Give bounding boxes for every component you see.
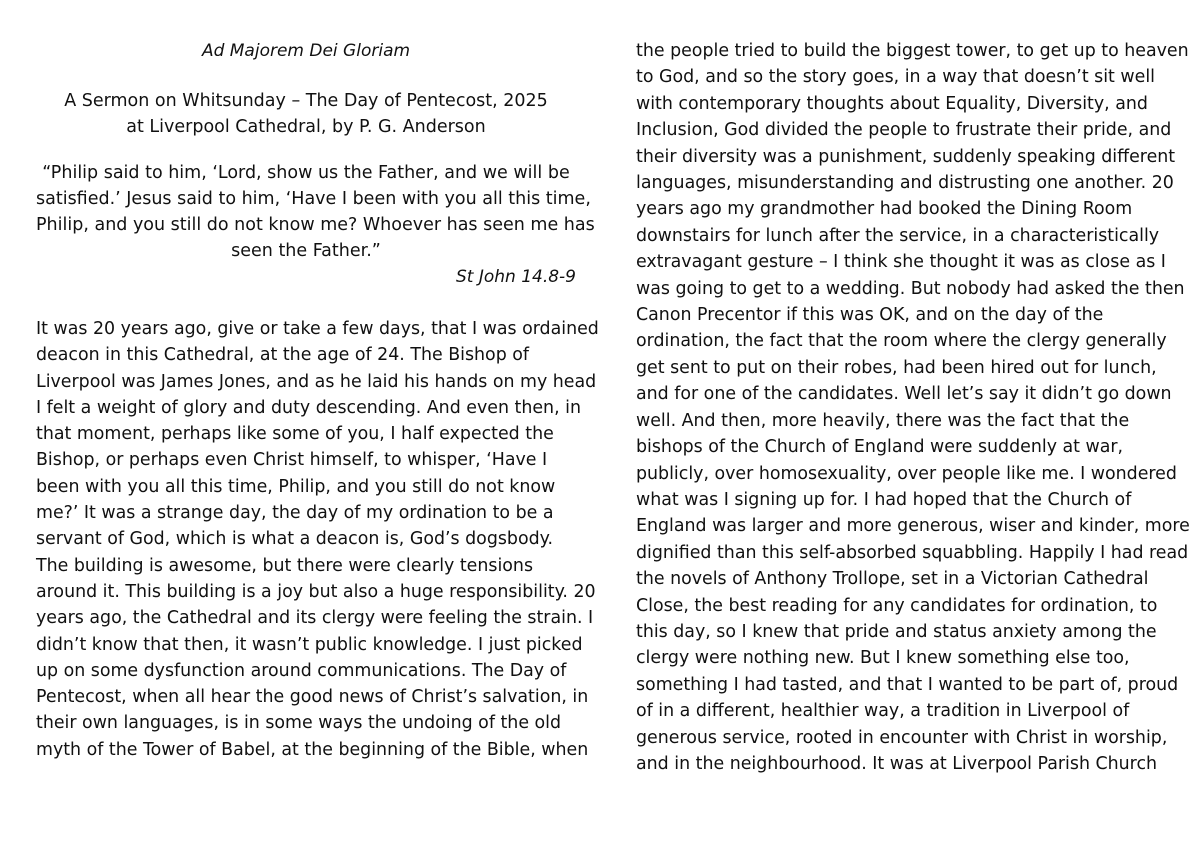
right-column [636,38,1190,777]
body-line: publicly, over homosexuality, over people like me. I wondered [636,463,1177,484]
left-column [36,38,599,763]
body-line: up on some dysfunction around communications. The Day of [36,660,567,681]
body-line: myth of the Tower of Babel, at the beginning of the Bible, when [36,739,589,760]
body-line: Liverpool was James Jones, and as he laid his hands on my head [36,371,597,392]
sermon-title [36,88,576,140]
body-line: England was larger and more generous, wiser and kinder, more [636,516,1190,537]
body-line: was going to get to a wedding. But nobody had asked the then [636,278,1185,299]
quote-line: satisfied.’ Jesus said to him, ‘Have I been with you all this time, [36,189,591,209]
body-line: me?’ It was a strange day, the day of my ordination to be a [36,503,554,524]
sermon-title-line: at Liverpool Cathedral, by P. G. Anderson [126,117,486,137]
body-line: years ago my grandmother had booked the Dining Room [636,199,1133,220]
quote-line: seen the Father.” [231,241,381,261]
body-line: around it. This building is a joy but also a huge responsibility. 20 [36,581,596,602]
body-line: the people tried to build the biggest tower, to get up to heaven [636,41,1189,61]
sermon-title-line: A Sermon on Whitsunday – The Day of Pentecost, 2025 [64,91,548,111]
body-line: Inclusion, God divided the people to frustrate their pride, and [636,120,1172,141]
body-line: bishops of the Church of England were suddenly at war, [636,437,1124,458]
body-line: to God, and so the story goes, in a way that doesn’t sit well [636,67,1155,88]
body-line: Pentecost, when all hear the good news of Christ’s salvation, in [36,687,589,708]
body-line: servant of God, which is what a deacon is, God’s dogsbody. [36,529,553,550]
scripture-citation: St John 14.8-9 [455,267,576,287]
body-line: I felt a weight of glory and duty descending. And even then, in [36,397,581,418]
body-line: deacon in this Cathedral, at the age of 24. The Bishop of [36,345,530,366]
quote-line: “Philip said to him, ‘Lord, show us the Father, and we will be [42,163,570,183]
right-body-text [636,38,1190,777]
body-line: clergy were nothing new. But I knew something else too, [636,648,1130,669]
body-line: years ago, the Cathedral and its clergy were feeling the strain. I [36,608,594,629]
left-body-text [36,316,599,763]
body-line: well. And then, more heavily, there was the fact that the [636,410,1130,431]
body-line: what was I signing up for. I had hoped that the Church of [636,489,1132,510]
body-line: languages, misunderstanding and distrusting one another. 20 [636,173,1174,194]
quote-line: Philip, and you still do not know me? Whoever has seen me has [36,215,595,235]
body-line: Canon Precentor if this was OK, and on the day of the [636,305,1104,326]
motto-heading: Ad Majorem Dei Gloriam [201,41,411,61]
body-line: of in a different, healthier way, a tradition in Liverpool of [636,701,1130,722]
epigraph-quote [36,160,595,264]
body-line: generous service, rooted in encounter with Christ in worship, [636,727,1168,748]
body-line: and for one of the candidates. Well let’s say it didn’t go down [636,384,1172,405]
body-line: The building is awesome, but there were clearly tensions [36,555,534,576]
body-line: It was 20 years ago, give or take a few days, that I was ordained [36,319,599,339]
body-line: and in the neighbourhood. It was at Liverpool Parish Church [636,753,1158,774]
body-line: downstairs for lunch after the service, in a characteristically [636,225,1160,246]
body-line: Bishop, or perhaps even Christ himself, to whisper, ‘Have I [36,450,548,471]
body-line: something I had tasted, and that I wanted to be part of, proud [636,674,1179,695]
body-line: extravagant gesture – I think she thought it was as close as I [636,252,1166,273]
body-line: their diversity was a punishment, suddenly speaking different [636,146,1176,167]
body-line: their own languages, is in some ways the undoing of the old [36,713,562,734]
body-line: that moment, perhaps like some of you, I half expected the [36,424,554,445]
body-line: ordination, the fact that the room where the clergy generally [636,331,1167,352]
body-line: this day, so I knew that pride and status anxiety among the [636,621,1157,642]
body-line: been with you all this time, Philip, and you still do not know [36,476,556,497]
body-line: didn’t know that then, it wasn’t public knowledge. I just picked [36,634,583,655]
body-line: get sent to put on their robes, had been hired out for lunch, [636,357,1157,378]
body-line: dignified than this self-absorbed squabbling. Happily I had read [636,542,1189,563]
body-line: the novels of Anthony Trollope, set in a Victorian Cathedral [636,569,1149,590]
body-line: with contemporary thoughts about Equality, Diversity, and [636,93,1148,114]
body-line: Close, the best reading for any candidates for ordination, to [636,595,1158,616]
